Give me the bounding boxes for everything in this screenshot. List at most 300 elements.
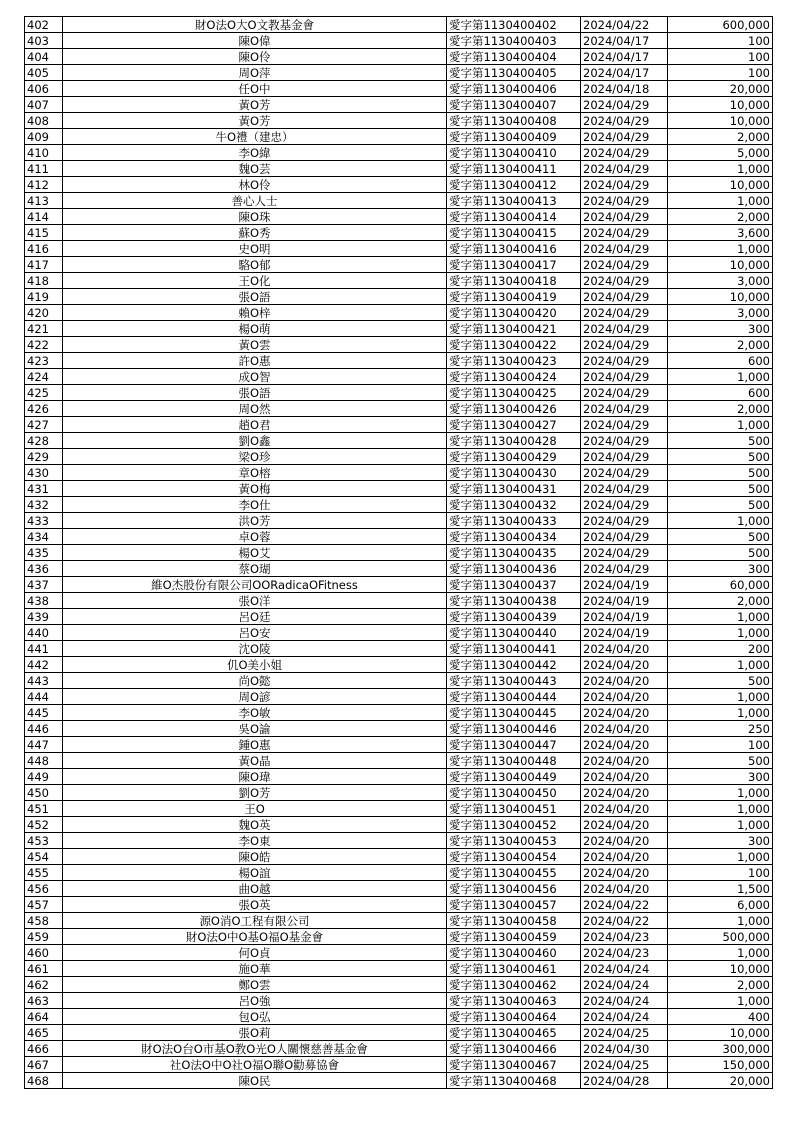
donor-name: 林O伶 — [63, 177, 447, 193]
row-number: 446 — [25, 721, 63, 737]
donation-amount: 1,000 — [668, 689, 773, 705]
receipt-number: 愛字第1130400463 — [447, 993, 581, 1009]
receipt-number: 愛字第1130400417 — [447, 257, 581, 273]
table-row — [25, 401, 773, 417]
donation-date: 2024/04/29 — [581, 97, 668, 113]
donation-amount: 1,000 — [668, 801, 773, 817]
receipt-number: 愛字第1130400442 — [447, 657, 581, 673]
donor-name: 任O中 — [63, 81, 447, 97]
row-number: 406 — [25, 81, 63, 97]
row-number: 441 — [25, 641, 63, 657]
donor-name: 社O法O中O社O福O聯O勸募協會 — [63, 1057, 447, 1073]
donation-amount: 500 — [668, 529, 773, 545]
table-row — [25, 817, 773, 833]
donation-date: 2024/04/20 — [581, 849, 668, 865]
donation-amount: 300 — [668, 833, 773, 849]
row-number: 410 — [25, 145, 63, 161]
donation-amount: 1,000 — [668, 705, 773, 721]
donation-amount: 10,000 — [668, 177, 773, 193]
donor-name: 源O消O工程有限公司 — [63, 913, 447, 929]
donation-amount: 300 — [668, 561, 773, 577]
donor-name: 陳O皓 — [63, 849, 447, 865]
donation-date: 2024/04/22 — [581, 897, 668, 913]
donation-amount: 500 — [668, 673, 773, 689]
receipt-number: 愛字第1130400411 — [447, 161, 581, 177]
row-number: 407 — [25, 97, 63, 113]
row-number: 437 — [25, 577, 63, 593]
table-row — [25, 17, 773, 33]
receipt-number: 愛字第1130400434 — [447, 529, 581, 545]
receipt-number: 愛字第1130400408 — [447, 113, 581, 129]
row-number: 412 — [25, 177, 63, 193]
table-row — [25, 497, 773, 513]
receipt-number: 愛字第1130400468 — [447, 1073, 581, 1089]
donation-date: 2024/04/25 — [581, 1025, 668, 1041]
table-row — [25, 369, 773, 385]
receipt-number: 愛字第1130400439 — [447, 609, 581, 625]
table-row — [25, 737, 773, 753]
receipt-number: 愛字第1130400455 — [447, 865, 581, 881]
donation-amount: 1,000 — [668, 609, 773, 625]
donation-amount: 1,000 — [668, 945, 773, 961]
receipt-number: 愛字第1130400402 — [447, 17, 581, 33]
receipt-number: 愛字第1130400460 — [447, 945, 581, 961]
donation-date: 2024/04/29 — [581, 225, 668, 241]
table-row — [25, 81, 773, 97]
donation-date: 2024/04/29 — [581, 321, 668, 337]
receipt-number: 愛字第1130400443 — [447, 673, 581, 689]
table-row — [25, 897, 773, 913]
donation-date: 2024/04/19 — [581, 577, 668, 593]
row-number: 467 — [25, 1057, 63, 1073]
donation-amount: 10,000 — [668, 289, 773, 305]
table-row — [25, 145, 773, 161]
table-row — [25, 49, 773, 65]
row-number: 418 — [25, 273, 63, 289]
donation-amount: 1,000 — [668, 993, 773, 1009]
row-number: 426 — [25, 401, 63, 417]
receipt-number: 愛字第1130400404 — [447, 49, 581, 65]
table-row — [25, 337, 773, 353]
donor-name: 陳O伶 — [63, 49, 447, 65]
donation-amount: 500 — [668, 545, 773, 561]
donation-date: 2024/04/22 — [581, 17, 668, 33]
donor-name: 陳O民 — [63, 1073, 447, 1089]
row-number: 458 — [25, 913, 63, 929]
receipt-number: 愛字第1130400427 — [447, 417, 581, 433]
donation-date: 2024/04/25 — [581, 1057, 668, 1073]
receipt-number: 愛字第1130400459 — [447, 929, 581, 945]
donor-name: 蘇O秀 — [63, 225, 447, 241]
donor-name: 劉O芳 — [63, 785, 447, 801]
donation-date: 2024/04/20 — [581, 881, 668, 897]
donor-name: 財O法O大O文教基金會 — [63, 17, 447, 33]
donation-amount: 100 — [668, 49, 773, 65]
donation-amount: 300 — [668, 769, 773, 785]
receipt-number: 愛字第1130400448 — [447, 753, 581, 769]
donation-amount: 1,000 — [668, 161, 773, 177]
receipt-number: 愛字第1130400422 — [447, 337, 581, 353]
donation-date: 2024/04/29 — [581, 257, 668, 273]
receipt-number: 愛字第1130400416 — [447, 241, 581, 257]
row-number: 435 — [25, 545, 63, 561]
donation-date: 2024/04/29 — [581, 337, 668, 353]
donor-name: 曲O越 — [63, 881, 447, 897]
donor-name: 周O然 — [63, 401, 447, 417]
row-number: 415 — [25, 225, 63, 241]
donor-name: 史O明 — [63, 241, 447, 257]
row-number: 402 — [25, 17, 63, 33]
donation-table — [24, 16, 773, 1089]
receipt-number: 愛字第1130400462 — [447, 977, 581, 993]
row-number: 427 — [25, 417, 63, 433]
table-row — [25, 561, 773, 577]
donation-amount: 20,000 — [668, 81, 773, 97]
donor-name: 善心人士 — [63, 193, 447, 209]
row-number: 462 — [25, 977, 63, 993]
receipt-number: 愛字第1130400413 — [447, 193, 581, 209]
receipt-number: 愛字第1130400437 — [447, 577, 581, 593]
donation-date: 2024/04/22 — [581, 913, 668, 929]
table-row — [25, 641, 773, 657]
row-number: 450 — [25, 785, 63, 801]
table-row — [25, 1041, 773, 1057]
donor-name: 劉O鑫 — [63, 433, 447, 449]
receipt-number: 愛字第1130400441 — [447, 641, 581, 657]
receipt-number: 愛字第1130400451 — [447, 801, 581, 817]
donation-date: 2024/04/29 — [581, 145, 668, 161]
table-row — [25, 241, 773, 257]
receipt-number: 愛字第1130400431 — [447, 481, 581, 497]
donation-date: 2024/04/17 — [581, 33, 668, 49]
table-row — [25, 657, 773, 673]
receipt-number: 愛字第1130400464 — [447, 1009, 581, 1025]
table-row — [25, 481, 773, 497]
donor-name: 駱O郁 — [63, 257, 447, 273]
table-row — [25, 33, 773, 49]
donation-date: 2024/04/20 — [581, 721, 668, 737]
table-row — [25, 993, 773, 1009]
donation-amount: 20,000 — [668, 1073, 773, 1089]
donation-date: 2024/04/29 — [581, 481, 668, 497]
donation-amount: 100 — [668, 737, 773, 753]
donation-amount: 300 — [668, 321, 773, 337]
receipt-number: 愛字第1130400425 — [447, 385, 581, 401]
donation-amount: 1,000 — [668, 625, 773, 641]
receipt-number: 愛字第1130400420 — [447, 305, 581, 321]
receipt-number: 愛字第1130400456 — [447, 881, 581, 897]
donation-amount: 100 — [668, 865, 773, 881]
donor-name: 魏O芸 — [63, 161, 447, 177]
donation-date: 2024/04/20 — [581, 657, 668, 673]
table-row — [25, 353, 773, 369]
table-row — [25, 593, 773, 609]
donor-name: 陳O偉 — [63, 33, 447, 49]
receipt-number: 愛字第1130400409 — [447, 129, 581, 145]
donor-name: 牛O禮（建忠） — [63, 129, 447, 145]
donor-name: 張O洋 — [63, 593, 447, 609]
row-number: 425 — [25, 385, 63, 401]
donation-amount: 10,000 — [668, 961, 773, 977]
table-row — [25, 97, 773, 113]
donation-date: 2024/04/30 — [581, 1041, 668, 1057]
donation-date: 2024/04/24 — [581, 977, 668, 993]
receipt-number: 愛字第1130400461 — [447, 961, 581, 977]
table-row — [25, 177, 773, 193]
table-row — [25, 417, 773, 433]
donor-name: 卓O蓉 — [63, 529, 447, 545]
row-number: 438 — [25, 593, 63, 609]
row-number: 431 — [25, 481, 63, 497]
donor-name: 許O惠 — [63, 353, 447, 369]
donor-name: 陳O瑋 — [63, 769, 447, 785]
donation-date: 2024/04/29 — [581, 161, 668, 177]
table-row — [25, 577, 773, 593]
donation-amount: 10,000 — [668, 257, 773, 273]
row-number: 416 — [25, 241, 63, 257]
donor-name: 周O諺 — [63, 689, 447, 705]
donor-name: 賴O梓 — [63, 305, 447, 321]
donor-name: 呂O強 — [63, 993, 447, 1009]
donation-date: 2024/04/29 — [581, 305, 668, 321]
receipt-number: 愛字第1130400403 — [447, 33, 581, 49]
table-row — [25, 769, 773, 785]
donation-date: 2024/04/29 — [581, 561, 668, 577]
donation-date: 2024/04/18 — [581, 81, 668, 97]
row-number: 465 — [25, 1025, 63, 1041]
donor-name: 張O語 — [63, 385, 447, 401]
receipt-number: 愛字第1130400458 — [447, 913, 581, 929]
donation-amount: 1,000 — [668, 513, 773, 529]
donation-date: 2024/04/20 — [581, 737, 668, 753]
receipt-number: 愛字第1130400432 — [447, 497, 581, 513]
donor-name: 財O法O台O市基O教O光O人關懷慈善基金會 — [63, 1041, 447, 1057]
receipt-number: 愛字第1130400406 — [447, 81, 581, 97]
donation-amount: 100 — [668, 33, 773, 49]
donation-date: 2024/04/29 — [581, 401, 668, 417]
row-number: 440 — [25, 625, 63, 641]
donation-date: 2024/04/29 — [581, 289, 668, 305]
donor-name: 財O法O中O基O福O基金會 — [63, 929, 447, 945]
donation-amount: 2,000 — [668, 209, 773, 225]
donation-amount: 2,000 — [668, 593, 773, 609]
table-row — [25, 833, 773, 849]
receipt-number: 愛字第1130400405 — [447, 65, 581, 81]
donation-amount: 60,000 — [668, 577, 773, 593]
donation-date: 2024/04/20 — [581, 785, 668, 801]
receipt-number: 愛字第1130400452 — [447, 817, 581, 833]
receipt-number: 愛字第1130400440 — [447, 625, 581, 641]
table-row — [25, 385, 773, 401]
donation-amount: 1,000 — [668, 913, 773, 929]
donation-date: 2024/04/29 — [581, 353, 668, 369]
donation-amount: 3,600 — [668, 225, 773, 241]
receipt-number: 愛字第1130400435 — [447, 545, 581, 561]
donor-name: 梁O珍 — [63, 449, 447, 465]
row-number: 448 — [25, 753, 63, 769]
table-row — [25, 1057, 773, 1073]
receipt-number: 愛字第1130400412 — [447, 177, 581, 193]
table-row — [25, 1009, 773, 1025]
receipt-number: 愛字第1130400419 — [447, 289, 581, 305]
receipt-number: 愛字第1130400433 — [447, 513, 581, 529]
row-number: 444 — [25, 689, 63, 705]
table-row — [25, 449, 773, 465]
donor-name: 章O榕 — [63, 465, 447, 481]
row-number: 453 — [25, 833, 63, 849]
row-number: 466 — [25, 1041, 63, 1057]
donation-amount: 1,000 — [668, 849, 773, 865]
row-number: 457 — [25, 897, 63, 913]
donation-date: 2024/04/17 — [581, 65, 668, 81]
table-row — [25, 1073, 773, 1089]
donor-name: 王O — [63, 801, 447, 817]
donation-amount: 600 — [668, 353, 773, 369]
table-row — [25, 513, 773, 529]
donation-date: 2024/04/24 — [581, 1009, 668, 1025]
row-number: 404 — [25, 49, 63, 65]
receipt-number: 愛字第1130400446 — [447, 721, 581, 737]
receipt-number: 愛字第1130400438 — [447, 593, 581, 609]
donation-amount: 500 — [668, 497, 773, 513]
receipt-number: 愛字第1130400407 — [447, 97, 581, 113]
receipt-number: 愛字第1130400436 — [447, 561, 581, 577]
donation-amount: 1,000 — [668, 785, 773, 801]
receipt-number: 愛字第1130400414 — [447, 209, 581, 225]
donor-name: 楊O艾 — [63, 545, 447, 561]
donor-name: 沈O陵 — [63, 641, 447, 657]
donation-amount: 3,000 — [668, 273, 773, 289]
donor-name: 呂O安 — [63, 625, 447, 641]
receipt-number: 愛字第1130400429 — [447, 449, 581, 465]
table-row — [25, 113, 773, 129]
donation-date: 2024/04/17 — [581, 49, 668, 65]
row-number: 451 — [25, 801, 63, 817]
table-row — [25, 881, 773, 897]
donation-amount: 5,000 — [668, 145, 773, 161]
donation-amount: 500 — [668, 433, 773, 449]
donation-date: 2024/04/19 — [581, 593, 668, 609]
receipt-number: 愛字第1130400415 — [447, 225, 581, 241]
table-row — [25, 625, 773, 641]
donation-date: 2024/04/29 — [581, 193, 668, 209]
row-number: 461 — [25, 961, 63, 977]
donor-name: 魏O英 — [63, 817, 447, 833]
receipt-number: 愛字第1130400418 — [447, 273, 581, 289]
row-number: 409 — [25, 129, 63, 145]
donor-name: 尚O懿 — [63, 673, 447, 689]
donor-name: 吳O諭 — [63, 721, 447, 737]
table-row — [25, 753, 773, 769]
donation-date: 2024/04/20 — [581, 769, 668, 785]
donation-date: 2024/04/24 — [581, 961, 668, 977]
donation-amount: 150,000 — [668, 1057, 773, 1073]
donation-date: 2024/04/24 — [581, 993, 668, 1009]
donation-date: 2024/04/20 — [581, 801, 668, 817]
row-number: 429 — [25, 449, 63, 465]
receipt-number: 愛字第1130400466 — [447, 1041, 581, 1057]
donor-name: 黃O晶 — [63, 753, 447, 769]
donation-amount: 1,000 — [668, 417, 773, 433]
table-row — [25, 289, 773, 305]
donation-amount: 600 — [668, 385, 773, 401]
donation-amount: 400 — [668, 1009, 773, 1025]
donor-name: 李O仕 — [63, 497, 447, 513]
table-row — [25, 273, 773, 289]
donation-date: 2024/04/29 — [581, 273, 668, 289]
receipt-number: 愛字第1130400410 — [447, 145, 581, 161]
donation-date: 2024/04/29 — [581, 433, 668, 449]
donation-amount: 500 — [668, 449, 773, 465]
donation-amount: 250 — [668, 721, 773, 737]
donation-amount: 1,500 — [668, 881, 773, 897]
row-number: 454 — [25, 849, 63, 865]
table-row — [25, 721, 773, 737]
table-row — [25, 321, 773, 337]
table-row — [25, 161, 773, 177]
receipt-number: 愛字第1130400457 — [447, 897, 581, 913]
donation-date: 2024/04/29 — [581, 417, 668, 433]
table-row — [25, 305, 773, 321]
donation-date: 2024/04/29 — [581, 529, 668, 545]
donor-name: 黃O芳 — [63, 97, 447, 113]
donation-date: 2024/04/19 — [581, 625, 668, 641]
donation-date: 2024/04/29 — [581, 177, 668, 193]
donor-name: 張O莉 — [63, 1025, 447, 1041]
donation-amount: 2,000 — [668, 129, 773, 145]
table-row — [25, 689, 773, 705]
row-number: 413 — [25, 193, 63, 209]
donation-date: 2024/04/29 — [581, 241, 668, 257]
donation-date: 2024/04/28 — [581, 1073, 668, 1089]
donation-amount: 200 — [668, 641, 773, 657]
donor-name: 鍾O惠 — [63, 737, 447, 753]
donor-name: 周O萍 — [63, 65, 447, 81]
donation-date: 2024/04/29 — [581, 513, 668, 529]
donation-amount: 1,000 — [668, 369, 773, 385]
donation-date: 2024/04/29 — [581, 449, 668, 465]
donation-amount: 1,000 — [668, 193, 773, 209]
table-row — [25, 129, 773, 145]
row-number: 468 — [25, 1073, 63, 1089]
table-row — [25, 209, 773, 225]
row-number: 439 — [25, 609, 63, 625]
donation-date: 2024/04/20 — [581, 833, 668, 849]
donation-amount: 6,000 — [668, 897, 773, 913]
donation-amount: 2,000 — [668, 977, 773, 993]
table-row — [25, 785, 773, 801]
donation-amount: 2,000 — [668, 401, 773, 417]
table-row — [25, 465, 773, 481]
donor-name: 趙O君 — [63, 417, 447, 433]
donation-amount: 500 — [668, 753, 773, 769]
donation-amount: 600,000 — [668, 17, 773, 33]
row-number: 421 — [25, 321, 63, 337]
donor-name: 王O化 — [63, 273, 447, 289]
donation-date: 2024/04/23 — [581, 945, 668, 961]
row-number: 463 — [25, 993, 63, 1009]
receipt-number: 愛字第1130400454 — [447, 849, 581, 865]
receipt-number: 愛字第1130400444 — [447, 689, 581, 705]
donation-amount: 1,000 — [668, 241, 773, 257]
table-row — [25, 193, 773, 209]
donation-date: 2024/04/29 — [581, 369, 668, 385]
table-row — [25, 529, 773, 545]
table-row — [25, 801, 773, 817]
donation-table-body — [25, 17, 773, 1089]
donor-name: 楊O萌 — [63, 321, 447, 337]
table-row — [25, 673, 773, 689]
